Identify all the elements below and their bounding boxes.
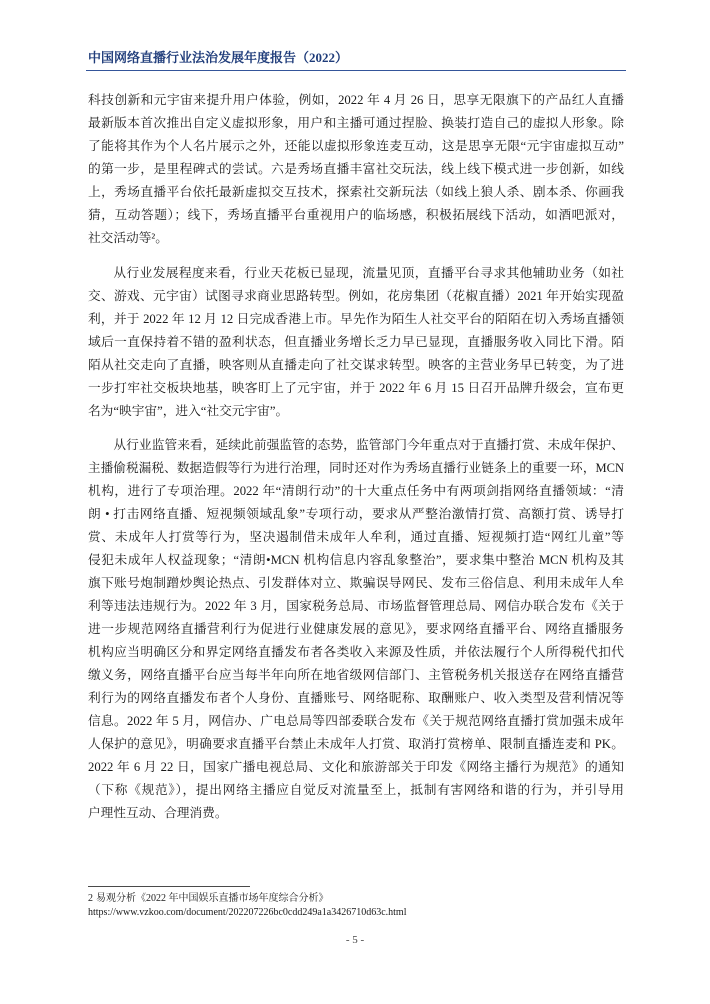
body-line: 利行为的网络直播发布者个人身份、直播账号、网络昵称、取酬账户、收入类型及营利情况等 (88, 691, 624, 705)
footnote-number: 2 (88, 893, 93, 904)
footnote-text: 易观分析《2022 年中国娱乐直播市场年度综合分析》 (96, 893, 329, 904)
body-line: 陌从社交走向了直播，映客则从直播走向了社交谋求转型。映客的主营业务早已转变，为了进 (88, 357, 624, 372)
body-line: 赏、未成年人打赏等行为，坚决遏制借未成年人牟利，通过直播、短视频打造“网红儿童”等 (88, 530, 624, 544)
paragraph (88, 434, 624, 825)
body-line: 旗下账号炮制蹭炒舆论热点、引发群体对立、欺骗误导网民、发布三俗信息、利用未成年人牟 (88, 576, 624, 590)
body-line: 的第一步，是里程碑式的尝试。六是秀场直播丰富社交玩法，线上线下模式进一步创新，如线 (88, 162, 624, 176)
body-line: （下称《规范》），提出网络主播应自觉反对流量至上，抵制有害网络和谐的行为，并引导用 (88, 783, 624, 797)
body-line: 利，并于 2022 年 12 月 12 日完成香港上市。早先作为陌生人社交平台的陌陌在切入秀场直播领 (88, 311, 624, 326)
body-line: 朗 • 打击网络直播、短视频领域乱象”专项行动，要求从严整治激情打赏、高额打赏、诱导打 (88, 507, 624, 521)
body-line: 猜，互动答题）；线下，秀场直播平台重视用户的临场感，积极拓展线下活动，如酒吧派对， (88, 208, 624, 222)
body-line: 域后一直保持着不错的盈利状态，但直播业务增长乏力早已显现，直播服务收入同比下滑。陌 (88, 334, 624, 349)
running-header (86, 45, 626, 71)
footnote-separator (88, 886, 250, 887)
body-line: 最新版本首次推出自定义虚拟形象，用户和主播可通过捏脸、换装打造自己的虚拟人形象。除 (88, 116, 624, 130)
body-line: 缴义务，网络直播平台应当每半年向所在地省级网信部门、主管税务机关报送存在网络直播营 (88, 668, 624, 682)
paragraph (88, 89, 624, 250)
footnote-citation (88, 892, 628, 906)
body-line: 主播偷税漏税、数据造假等行为进行治理，同时还对作为秀场直播行业链条上的重要一环，MCN (88, 461, 624, 475)
body-line: 名为“映宇宙”，进入“社交元宇宙”。 (88, 403, 289, 418)
body-line: 了能将其作为个人名片展示之外，还能以虚拟形象连麦互动，这是思享无限“元宇宙虚拟互动” (88, 139, 624, 153)
body-line: 机构应当明确区分和界定网络直播发布者各类收入来源及性质，并依法履行个人所得税代扣代 (88, 645, 624, 659)
running-header-title: 中国网络直播行业法治发展年度报告（2022） (88, 50, 349, 65)
body-line: 科技创新和元宇宙来提升用户体验，例如，2022 年 4 月 26 日，思享无限旗下的产品红人直播 (88, 93, 624, 107)
page-number: - 5 - (345, 934, 365, 946)
body-text (88, 89, 624, 825)
body-line: 交、游戏、元宇宙）试图寻求商业思路转型。例如，花房集团（花椒直播）2021 年开始实现盈 (88, 288, 624, 303)
body-line: 一步打牢社交板块地基，映客盯上了元宇宙，并于 2022 年 6 月 15 日召开品牌升级会，宣布更 (88, 380, 624, 395)
body-line: 利等违法违规行为。2022 年 3 月，国家税务总局、市场监督管理总局、网信办联合发布《关于 (88, 599, 624, 613)
body-line: 人保护的意见》，明确要求直播平台禁止未成年人打赏、取消打赏榜单、限制直播连麦和 PK。 (88, 737, 624, 751)
body-line: 机构，进行了专项治理。2022 年“清朗行动”的十大重点任务中有两项剑指网络直播领域：“清 (88, 484, 624, 498)
body-line: 从行业监管来看，延续此前强监管的态势，监管部门今年重点对于直播打赏、未成年保护、 (113, 438, 624, 452)
body-line: 户理性互动、合理消费。 (88, 806, 228, 820)
body-line: 2022 年 6 月 22 日，国家广播电视总局、文化和旅游部关于印发《网络主播行为规范》的通知 (88, 760, 624, 774)
paragraph (88, 262, 624, 423)
body-line: 侵犯未成年人权益现象；“清朗•MCN 机构信息内容乱象整治”，要求集中整治 MCN 机构及其 (88, 553, 624, 567)
footnote-url: https://www.vzkoo.com/document/202207226bc0cdd249a1a3426710d63c.html (88, 906, 407, 918)
body-line: 进一步规范网络直播营利行为促进行业健康发展的意见》，要求网络直播平台、网络直播服务 (88, 622, 624, 636)
body-line: 信息。2022 年 5 月，网信办、广电总局等四部委联合发布《关于规范网络直播打赏加强未成年 (88, 714, 624, 728)
body-line: 从行业发展程度来看，行业天花板已显现，流量见顶，直播平台寻求其他辅助业务（如社 (113, 265, 624, 280)
body-line: 上，秀场直播平台依托最新虚拟交互技术，探索社交新玩法（如线上狼人杀、剧本杀、你画我 (88, 185, 624, 199)
footnote (88, 892, 628, 919)
body-line: 社交活动等²。 (88, 231, 168, 245)
